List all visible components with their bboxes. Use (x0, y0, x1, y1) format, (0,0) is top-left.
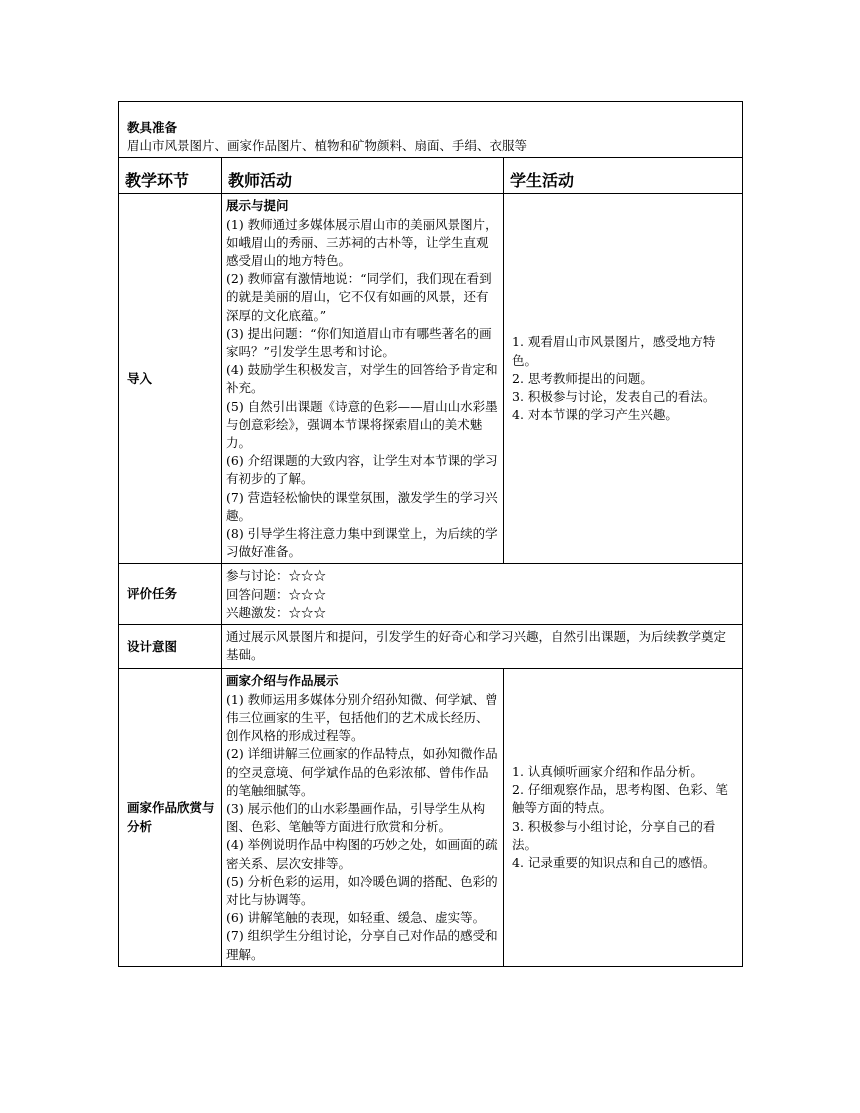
appreciation-student-item: 1. 认真倾听画家介绍和作品分析。 (512, 764, 703, 779)
appreciation-teacher-item: (3) 展示他们的山水彩墨画作品，引导学生从构图、色彩、笔触等方面进行欣赏和分析。 (226, 800, 486, 835)
design-stage: 设计意图 (119, 625, 222, 669)
intro-student-item: 1. 观看眉山市风景图片，感受地方特色。 (512, 334, 716, 368)
appreciation-student-cell (504, 669, 743, 966)
header-row (119, 158, 743, 194)
evaluation-item: 参与讨论：☆☆☆ (226, 568, 327, 584)
appreciation-row (119, 669, 743, 966)
header-student: 学生活动 (504, 158, 743, 194)
intro-student-item: 4. 对本节课的学习产生兴趣。 (512, 407, 678, 423)
appreciation-teacher-item: (1) 教师运用多媒体分别介绍孙知微、何学斌、曾伟三位画家的生平，包括他们的艺术成长经历、创作风格的形成过程等。 (226, 691, 498, 744)
appreciation-teacher-item: (7) 组织学生分组讨论，分享自己对作品的感受和理解。 (226, 928, 498, 962)
intro-teacher-item: (3) 提出问题：“你们知道眉山市有哪些著名的画家吗？”引发学生思考和讨论。 (226, 325, 492, 360)
evaluation-item: 兴趣激发：☆☆☆ (226, 604, 327, 620)
appreciation-student-item: 2. 仔细观察作品，思考构图、色彩、笔触等方面的特点。 (512, 782, 728, 816)
intro-teacher-item: (1) 教师通过多媒体展示眉山市的美丽风景图片，如峨眉山的秀丽、三苏祠的古朴等，让学生直观感受眉山的地方特色。 (226, 216, 498, 269)
intro-stage: 导入 (119, 194, 222, 564)
intro-teacher-cell (222, 194, 504, 564)
intro-teacher-item: (4) 鼓励学生积极发言，对学生的回答给予肯定和补充。 (226, 362, 498, 396)
intro-teacher-item: (5) 自然引出课题《诗意的色彩——眉山山水彩墨与创意彩绘》，强调本节课将探索眉山的美术魅力。 (226, 398, 498, 451)
lesson-plan-table (118, 101, 743, 967)
prep-text: 眉山市风景图片、画家作品图片、植物和矿物颜料、扇面、手绢、衣服等 (127, 138, 528, 154)
intro-student-cell (504, 194, 743, 564)
appreciation-student-item: 4. 记录重要的知识点和自己的感悟。 (512, 855, 716, 871)
prep-row (119, 102, 743, 158)
intro-teacher-item: (7) 营造轻松愉快的课堂氛围，激发学生的学习兴趣。 (226, 489, 498, 523)
design-text: 通过展示风景图片和提问，引发学生的好奇心和学习兴趣，自然引出课题，为后续教学奠定基础。 (226, 629, 727, 663)
design-cell (222, 625, 743, 669)
prep-label: 教具准备 (127, 120, 178, 135)
appreciation-teacher-item: (2) 详细讲解三位画家的作品特点，如孙知微作品的空灵意境、何学斌作品的色彩浓郁、曾伟作品的笔触细腻等。 (226, 746, 498, 798)
header-teacher: 教师活动 (222, 158, 504, 194)
intro-student-item: 2. 思考教师提出的问题。 (512, 370, 653, 386)
header-stage: 教学环节 (119, 158, 222, 194)
design-row (119, 625, 743, 669)
evaluation-stage: 评价任务 (119, 564, 222, 625)
intro-teacher-item: (8) 引导学生将注意力集中到课堂上，为后续的学习做好准备。 (226, 526, 498, 560)
intro-title: 展示与提问 (226, 198, 289, 214)
intro-teacher-item: (2) 教师富有激情地说：“同学们，我们现在看到的就是美丽的眉山，它不仅有如画的风景，还有深厚的文化底蕴。” (226, 271, 492, 323)
prep-cell (119, 102, 743, 158)
evaluation-row (119, 564, 743, 625)
appreciation-teacher-item: (5) 分析色彩的运用，如冷暖色调的搭配、色彩的对比与协调等。 (226, 873, 498, 907)
appreciation-teacher-cell (222, 669, 504, 966)
evaluation-item: 回答问题：☆☆☆ (226, 586, 327, 602)
appreciation-teacher-item: (6) 讲解笔触的表现，如轻重、缓急、虚实等。 (226, 910, 486, 926)
intro-student-item: 3. 积极参与讨论，发表自己的看法。 (512, 389, 716, 405)
evaluation-cell (222, 564, 743, 625)
appreciation-stage: 画家作品欣赏与分析 (119, 669, 222, 966)
appreciation-teacher-item: (4) 举例说明作品中构图的巧妙之处，如画面的疏密关系、层次安排等。 (226, 837, 498, 871)
appreciation-title: 画家介绍与作品展示 (226, 673, 339, 689)
appreciation-student-item: 3. 积极参与小组讨论，分享自己的看法。 (512, 818, 716, 852)
intro-row (119, 194, 743, 564)
intro-teacher-item: (6) 介绍课题的大致内容，让学生对本节课的学习有初步的了解。 (226, 453, 498, 487)
